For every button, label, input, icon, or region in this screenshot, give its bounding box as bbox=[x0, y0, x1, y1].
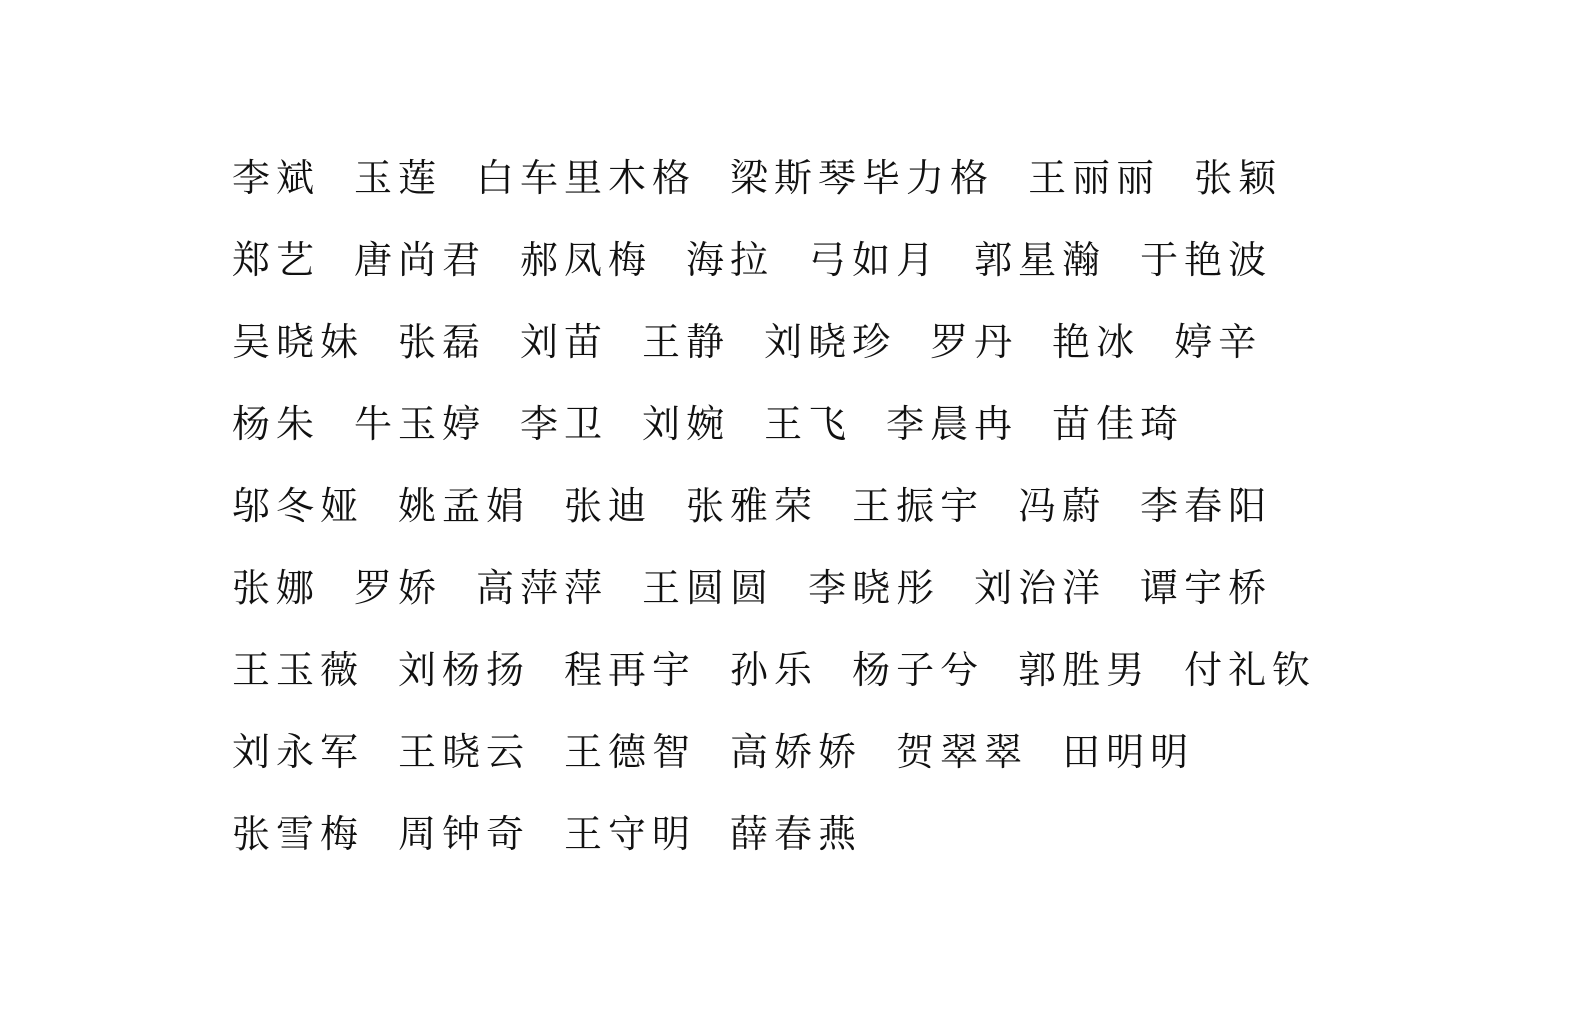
name-entry: 李晓彤 bbox=[808, 568, 941, 610]
name-entry: 刘苗 bbox=[520, 322, 609, 364]
name-entry: 孙乐 bbox=[730, 650, 819, 692]
name-entry: 谭宇桥 bbox=[1140, 568, 1273, 610]
name-entry: 王玉薇 bbox=[232, 650, 365, 692]
name-entry: 姚孟娟 bbox=[398, 486, 531, 528]
name-entry: 杨朱 bbox=[232, 404, 321, 446]
name-entry: 李斌 bbox=[232, 158, 321, 200]
name-entry: 高萍萍 bbox=[476, 568, 609, 610]
name-entry: 唐尚君 bbox=[354, 240, 487, 282]
name-entry: 张雪梅 bbox=[232, 814, 365, 856]
name-entry: 牛玉婷 bbox=[354, 404, 487, 446]
name-entry: 吴晓妹 bbox=[232, 322, 365, 364]
name-entry: 张迪 bbox=[564, 486, 653, 528]
name-row bbox=[0, 466, 1587, 548]
name-entry: 刘婉 bbox=[642, 404, 731, 446]
name-entry: 杨子兮 bbox=[852, 650, 985, 692]
name-entry: 薛春燕 bbox=[730, 814, 863, 856]
name-entry: 刘晓珍 bbox=[764, 322, 897, 364]
name-entry: 刘永军 bbox=[232, 732, 365, 774]
name-entry: 高娇娇 bbox=[730, 732, 863, 774]
name-row bbox=[0, 712, 1587, 794]
name-entry: 郭胜男 bbox=[1018, 650, 1151, 692]
name-entry: 于艳波 bbox=[1140, 240, 1273, 282]
name-entry: 张雅荣 bbox=[686, 486, 819, 528]
name-entry: 李卫 bbox=[520, 404, 609, 446]
name-entry: 贺翠翠 bbox=[896, 732, 1029, 774]
name-row bbox=[0, 548, 1587, 630]
name-entry: 郭星瀚 bbox=[974, 240, 1107, 282]
name-entry: 苗佳琦 bbox=[1052, 404, 1185, 446]
name-row bbox=[0, 220, 1587, 302]
name-entry: 刘杨扬 bbox=[398, 650, 531, 692]
name-entry: 王晓云 bbox=[398, 732, 531, 774]
name-entry: 白车里木格 bbox=[476, 158, 697, 200]
name-list bbox=[0, 138, 1587, 876]
name-entry: 付礼钦 bbox=[1184, 650, 1317, 692]
name-entry: 王德智 bbox=[564, 732, 697, 774]
name-entry: 婷辛 bbox=[1174, 322, 1263, 364]
name-entry: 玉莲 bbox=[354, 158, 443, 200]
name-entry: 张娜 bbox=[232, 568, 321, 610]
name-row bbox=[0, 138, 1587, 220]
name-row bbox=[0, 302, 1587, 384]
name-row bbox=[0, 630, 1587, 712]
name-entry: 罗娇 bbox=[354, 568, 443, 610]
name-entry: 艳冰 bbox=[1052, 322, 1141, 364]
name-entry: 王丽丽 bbox=[1028, 158, 1161, 200]
name-entry: 郝凤梅 bbox=[520, 240, 653, 282]
name-entry: 梁斯琴毕力格 bbox=[730, 158, 995, 200]
name-entry: 海拉 bbox=[686, 240, 775, 282]
name-entry: 王飞 bbox=[764, 404, 853, 446]
name-entry: 冯蔚 bbox=[1018, 486, 1107, 528]
name-entry: 李晨冉 bbox=[886, 404, 1019, 446]
name-entry: 周钟奇 bbox=[398, 814, 531, 856]
name-entry: 李春阳 bbox=[1140, 486, 1273, 528]
name-entry: 张磊 bbox=[398, 322, 487, 364]
name-entry: 刘治洋 bbox=[974, 568, 1107, 610]
name-entry: 罗丹 bbox=[930, 322, 1019, 364]
name-entry: 王圆圆 bbox=[642, 568, 775, 610]
name-entry: 郑艺 bbox=[232, 240, 321, 282]
name-entry: 弓如月 bbox=[808, 240, 941, 282]
name-entry: 张颖 bbox=[1194, 158, 1283, 200]
name-entry: 邬冬娅 bbox=[232, 486, 365, 528]
name-entry: 王守明 bbox=[564, 814, 697, 856]
name-entry: 程再宇 bbox=[564, 650, 697, 692]
name-row bbox=[0, 384, 1587, 466]
name-entry: 田明明 bbox=[1062, 732, 1195, 774]
name-row bbox=[0, 794, 1587, 876]
name-entry: 王振宇 bbox=[852, 486, 985, 528]
name-entry: 王静 bbox=[642, 322, 731, 364]
